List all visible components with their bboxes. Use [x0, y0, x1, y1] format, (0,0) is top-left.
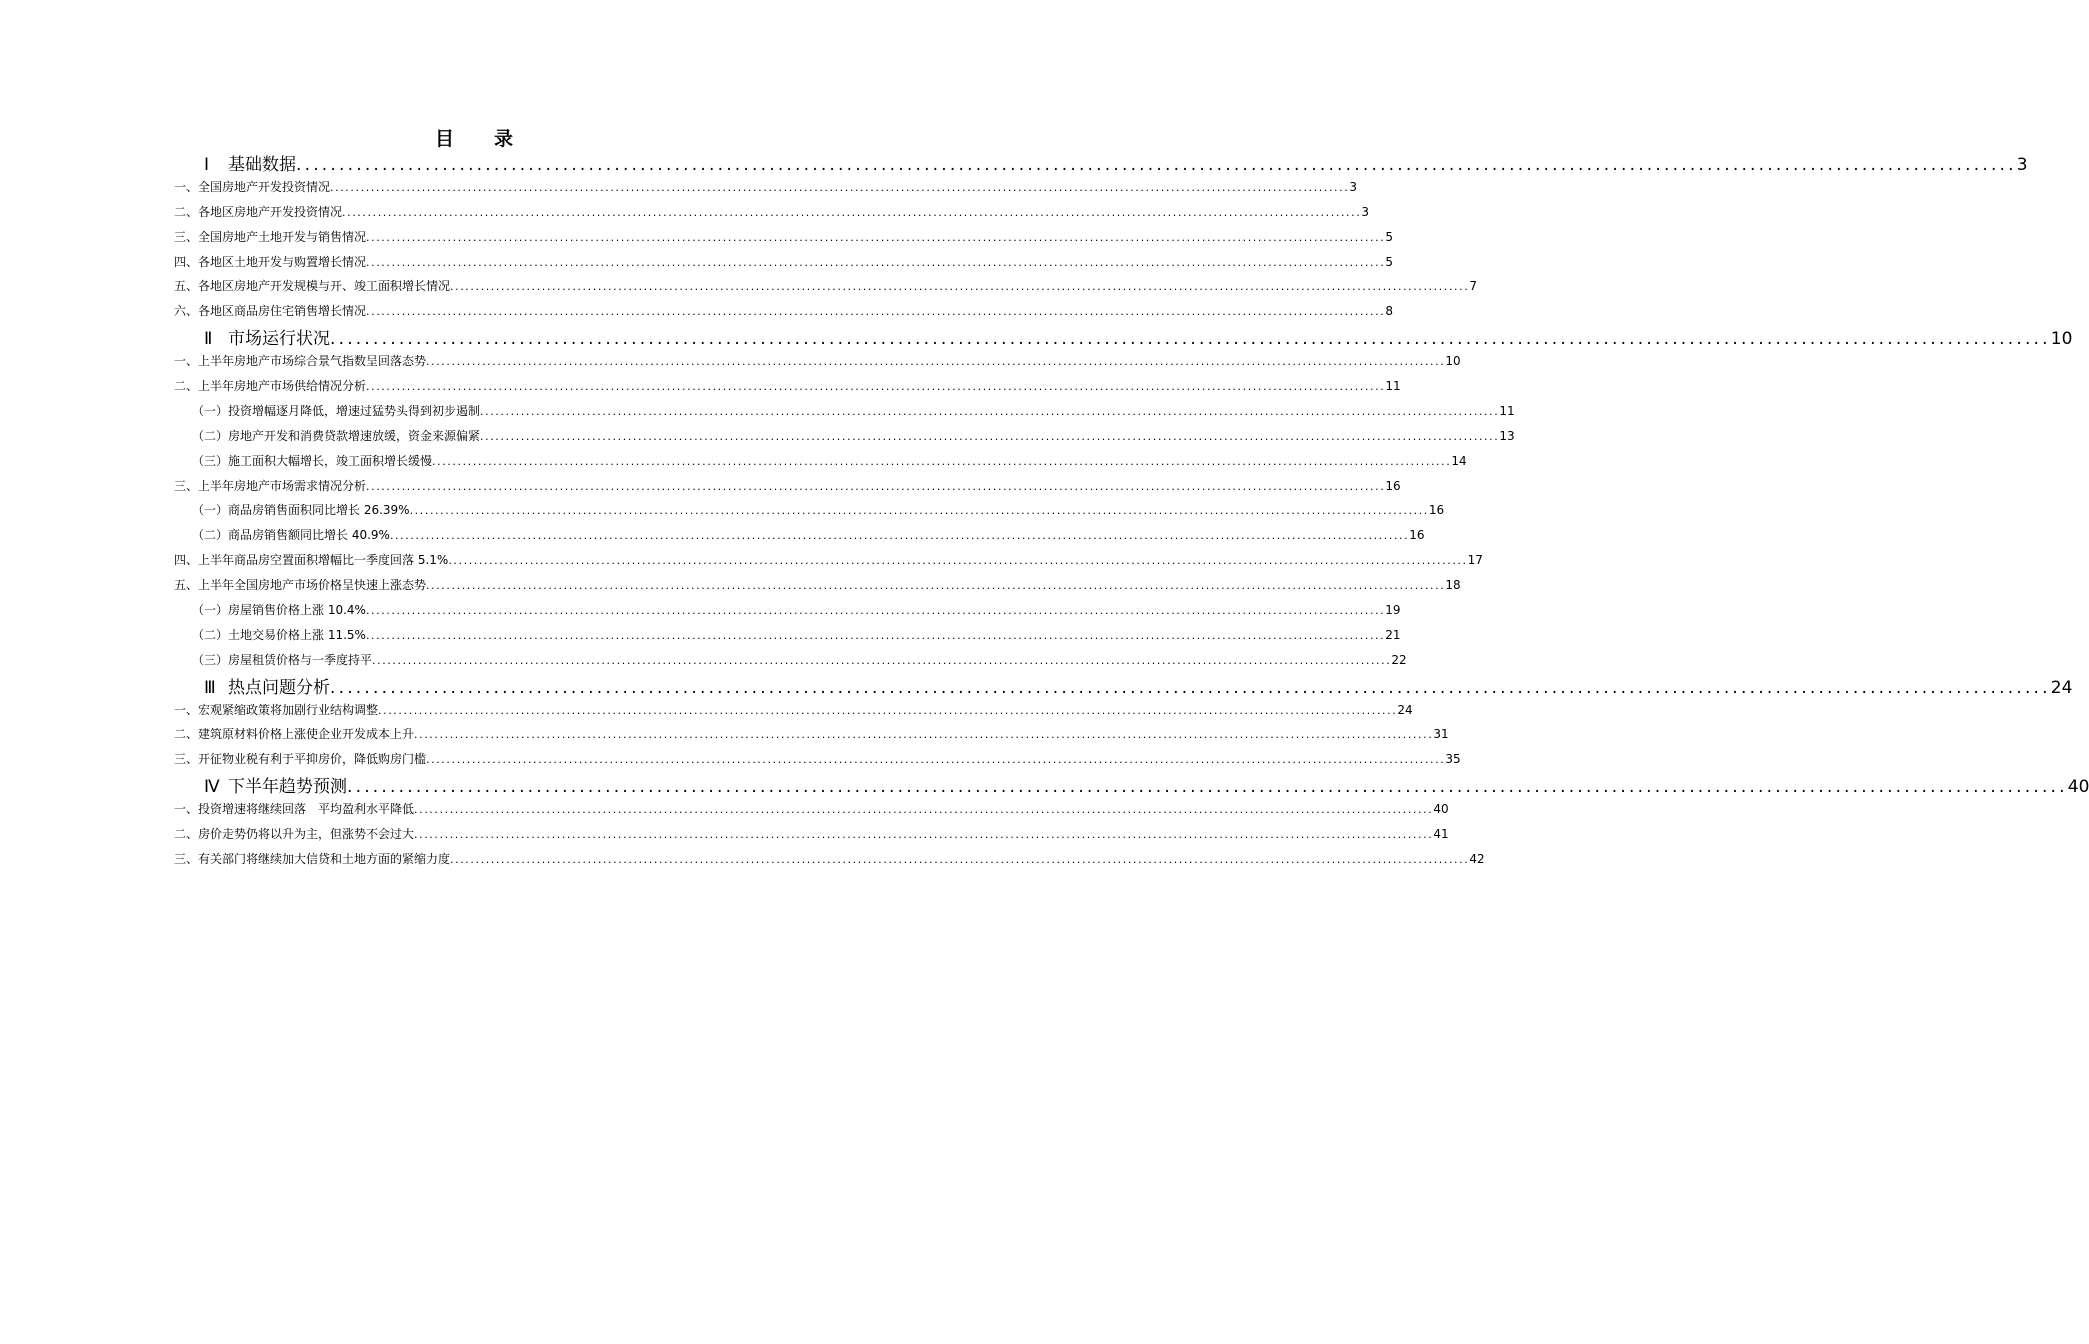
- toc-section-title: 基础数据: [228, 155, 296, 175]
- toc-leader-dots: ........................................................................................................................................................................................................: [372, 653, 1392, 667]
- toc-item-label: 四、各地区土地开发与购置增长情况: [174, 254, 367, 269]
- toc-leader-dots: ........................................................................................................................................................................................................: [450, 280, 1470, 294]
- toc-section-numeral: Ⅲ: [204, 677, 216, 698]
- toc-page-number: 7: [1469, 279, 1477, 294]
- toc-item-label: 三、上半年房地产市场需求情况分析: [174, 478, 367, 493]
- toc-leader-dots: ........................................................................................................................................................................................................: [366, 230, 1386, 244]
- toc-item-label: 六、各地区商品房住宅销售增长情况: [174, 304, 367, 319]
- toc-leader-dots: ........................................................................................................................................................................................................: [330, 677, 2051, 698]
- toc-leader-dots: ........................................................................................................................................................................................................: [450, 852, 1470, 866]
- toc-leader-dots: ........................................................................................................................................................................................................: [330, 180, 1350, 194]
- toc-leader-dots: ........................................................................................................................................................................................................: [366, 379, 1386, 393]
- toc-item-label: 二、房价走势仍将以升为主，但涨势不会过大: [174, 826, 415, 841]
- toc-item-label: 二、建筑原材料价格上涨使企业开发成本上升: [174, 727, 415, 742]
- toc-page-number: 41: [1433, 826, 1449, 841]
- toc-page-number: 14: [1451, 453, 1467, 468]
- toc-leader-dots: ........................................................................................................................................................................................................: [330, 329, 2051, 350]
- toc-page-number: 18: [1445, 578, 1461, 593]
- toc-page-number: 35: [1445, 752, 1461, 767]
- toc-section-numeral: Ⅳ: [204, 777, 220, 798]
- toc-item-label: 一、上半年房地产市场综合景气指数呈回落态势: [174, 354, 427, 368]
- toc-leader-dots: ........................................................................................................................................................................................................: [366, 255, 1386, 269]
- toc-leader-dots: ........................................................................................................................................................................................................: [296, 155, 2017, 175]
- toc-item[interactable]: [174, 277, 1477, 295]
- toc-item-label: 三、开征物业税有利于平抑房价，降低购房门槛: [174, 752, 427, 767]
- toc-page-number: 8: [1385, 304, 1393, 319]
- toc-subitem[interactable]: [192, 501, 1445, 519]
- toc-subitem[interactable]: [192, 601, 1401, 619]
- toc-leader-dots: ........................................................................................................................................................................................................: [378, 703, 1398, 717]
- toc-leader-dots: ........................................................................................................................................................................................................: [414, 728, 1434, 742]
- toc-item-label: 二、上半年房地产市场供给情况分析: [174, 378, 367, 393]
- toc-item[interactable]: [174, 477, 1401, 495]
- toc-item-label: 一、全国房地产开发投资情况: [174, 179, 331, 194]
- toc-section-label: [204, 772, 347, 797]
- toc-leader-dots: ........................................................................................................................................................................................................: [426, 579, 1446, 593]
- toc-page-number: 21: [1385, 627, 1401, 642]
- toc-page-number: 10: [2050, 329, 2073, 350]
- toc-section-heading[interactable]: [204, 673, 2073, 698]
- toc-item[interactable]: [174, 253, 1393, 271]
- toc-subitem[interactable]: [192, 651, 1407, 669]
- toc-item-label: 五、上半年全国房地产市场价格呈快速上涨态势: [174, 578, 427, 593]
- toc-page-number: 40: [2067, 777, 2089, 798]
- toc-leader-dots: ........................................................................................................................................................................................................: [426, 753, 1446, 767]
- toc-title-char-2: 录: [494, 128, 516, 150]
- toc-item-label: （一）房屋销售价格上涨 10.4%: [192, 603, 366, 617]
- toc-page-number: 17: [1467, 553, 1483, 568]
- toc-item[interactable]: [174, 725, 1449, 743]
- toc-leader-dots: ........................................................................................................................................................................................................: [366, 479, 1386, 493]
- toc-item-label: 三、有关部门将继续加大信贷和土地方面的紧缩力度: [174, 851, 451, 866]
- toc-leader-dots: ........................................................................................................................................................................................................: [342, 205, 1362, 219]
- toc-leader-dots: ........................................................................................................................................................................................................: [480, 429, 1500, 443]
- toc-section-label: [204, 324, 330, 349]
- toc-leader-dots: ........................................................................................................................................................................................................: [426, 355, 1446, 368]
- toc-page-number: 11: [1385, 378, 1401, 393]
- toc-leader-dots: ........................................................................................................................................................................................................: [414, 827, 1434, 841]
- toc-item[interactable]: [174, 302, 1393, 320]
- toc-leader-dots: ........................................................................................................................................................................................................: [365, 628, 1386, 642]
- toc-page-number: 19: [1385, 603, 1401, 617]
- toc-page-number: 24: [1397, 702, 1413, 717]
- toc-leader-dots: ........................................................................................................................................................................................................: [365, 604, 1386, 617]
- toc-item[interactable]: [174, 228, 1393, 246]
- toc-item[interactable]: [174, 701, 1413, 719]
- toc-title-char-1: 目: [434, 128, 456, 150]
- toc-item-label: （二）商品房销售额同比增长 40.9%: [192, 528, 390, 543]
- toc-item-label: （一）商品房销售面积同比增长 26.39%: [192, 503, 410, 518]
- toc-section-numeral: Ⅰ: [204, 155, 210, 175]
- toc-item-label: （二）房地产开发和消费贷款增速放缓，资金来源偏紧: [192, 428, 481, 443]
- toc-item[interactable]: [174, 377, 1401, 395]
- toc-item[interactable]: [174, 850, 1485, 868]
- toc-page-number: 24: [2050, 677, 2073, 698]
- toc-page-number: 10: [1445, 354, 1461, 368]
- toc-subitem[interactable]: [192, 452, 1467, 470]
- toc-section-title: 热点问题分析: [228, 677, 330, 698]
- toc-leader-dots: ........................................................................................................................................................................................................: [389, 529, 1410, 543]
- toc-page-number: 40: [1433, 802, 1449, 816]
- toc-item[interactable]: [174, 750, 1461, 768]
- toc-page-number: 3: [1361, 204, 1369, 219]
- toc-page-number: 16: [1409, 528, 1425, 543]
- toc-item-label: （一）投资增幅逐月降低，增速过猛势头得到初步遏制: [192, 403, 481, 418]
- toc-subitem[interactable]: [192, 526, 1425, 544]
- toc-page-number: 22: [1391, 652, 1407, 667]
- toc-leader-dots: ........................................................................................................................................................................................................: [480, 404, 1500, 418]
- toc-leader-dots: ........................................................................................................................................................................................................: [409, 504, 1429, 518]
- toc-item[interactable]: [174, 576, 1461, 594]
- toc-item-label: 三、全国房地产土地开发与销售情况: [174, 229, 367, 244]
- toc-page-number: 5: [1385, 229, 1393, 244]
- toc-item-label: 五、各地区房地产开发规模与开、竣工面积增长情况: [174, 279, 451, 294]
- toc-page-number: 13: [1499, 428, 1515, 443]
- toc-section-label: [204, 150, 296, 175]
- toc-leader-dots: ........................................................................................................................................................................................................: [414, 803, 1434, 816]
- toc-item[interactable]: [174, 800, 1449, 818]
- toc-leader-dots: ........................................................................................................................................................................................................: [432, 454, 1452, 468]
- toc-section-title: 下半年趋势预测: [228, 777, 347, 798]
- toc-page-number: 11: [1499, 403, 1515, 418]
- toc-item[interactable]: [174, 825, 1449, 843]
- toc-subitem[interactable]: [192, 626, 1401, 644]
- toc-item[interactable]: [174, 178, 1357, 196]
- toc-item[interactable]: [174, 551, 1483, 569]
- toc-item[interactable]: [174, 203, 1369, 221]
- toc-item[interactable]: [174, 352, 1461, 370]
- toc-section-label: [204, 673, 330, 698]
- toc-item-label: 一、宏观紧缩政策将加剧行业结构调整: [174, 702, 379, 717]
- toc-section-heading[interactable]: [204, 150, 2028, 175]
- toc-section-heading[interactable]: [204, 324, 2073, 350]
- toc-page-number: 31: [1433, 727, 1449, 742]
- toc-item-label: （三）房屋租赁价格与一季度持平: [192, 652, 373, 667]
- toc-item-label: （三）施工面积大幅增长，竣工面积增长缓慢: [192, 453, 433, 468]
- toc-page-number: 3: [2016, 155, 2028, 175]
- toc-item-label: 二、各地区房地产开发投资情况: [174, 204, 343, 219]
- toc-section-numeral: Ⅱ: [204, 329, 213, 350]
- toc-leader-dots: ........................................................................................................................................................................................................: [366, 305, 1386, 319]
- toc-item-label: （二）土地交易价格上涨 11.5%: [192, 627, 366, 642]
- toc-subitem[interactable]: [192, 427, 1515, 445]
- toc-title: [0, 124, 950, 151]
- toc-subitem[interactable]: [192, 402, 1515, 420]
- toc-page-number: 3: [1349, 179, 1357, 194]
- toc-page-number: 16: [1385, 478, 1401, 493]
- toc-page-number: 16: [1428, 503, 1445, 518]
- toc-section-title: 市场运行状况: [228, 329, 330, 350]
- toc-leader-dots: ........................................................................................................................................................................................................: [347, 777, 2068, 798]
- toc-section-heading[interactable]: [204, 772, 2089, 798]
- toc-page-number: 5: [1385, 254, 1393, 269]
- toc-item-label: 四、上半年商品房空置面积增幅比一季度回落 5.1%: [174, 553, 449, 568]
- toc-leader-dots: ........................................................................................................................................................................................................: [448, 554, 1468, 568]
- toc-item-label: 一、投资增速将继续回落 平均盈利水平降低: [174, 802, 415, 816]
- toc-page-number: 42: [1469, 851, 1485, 866]
